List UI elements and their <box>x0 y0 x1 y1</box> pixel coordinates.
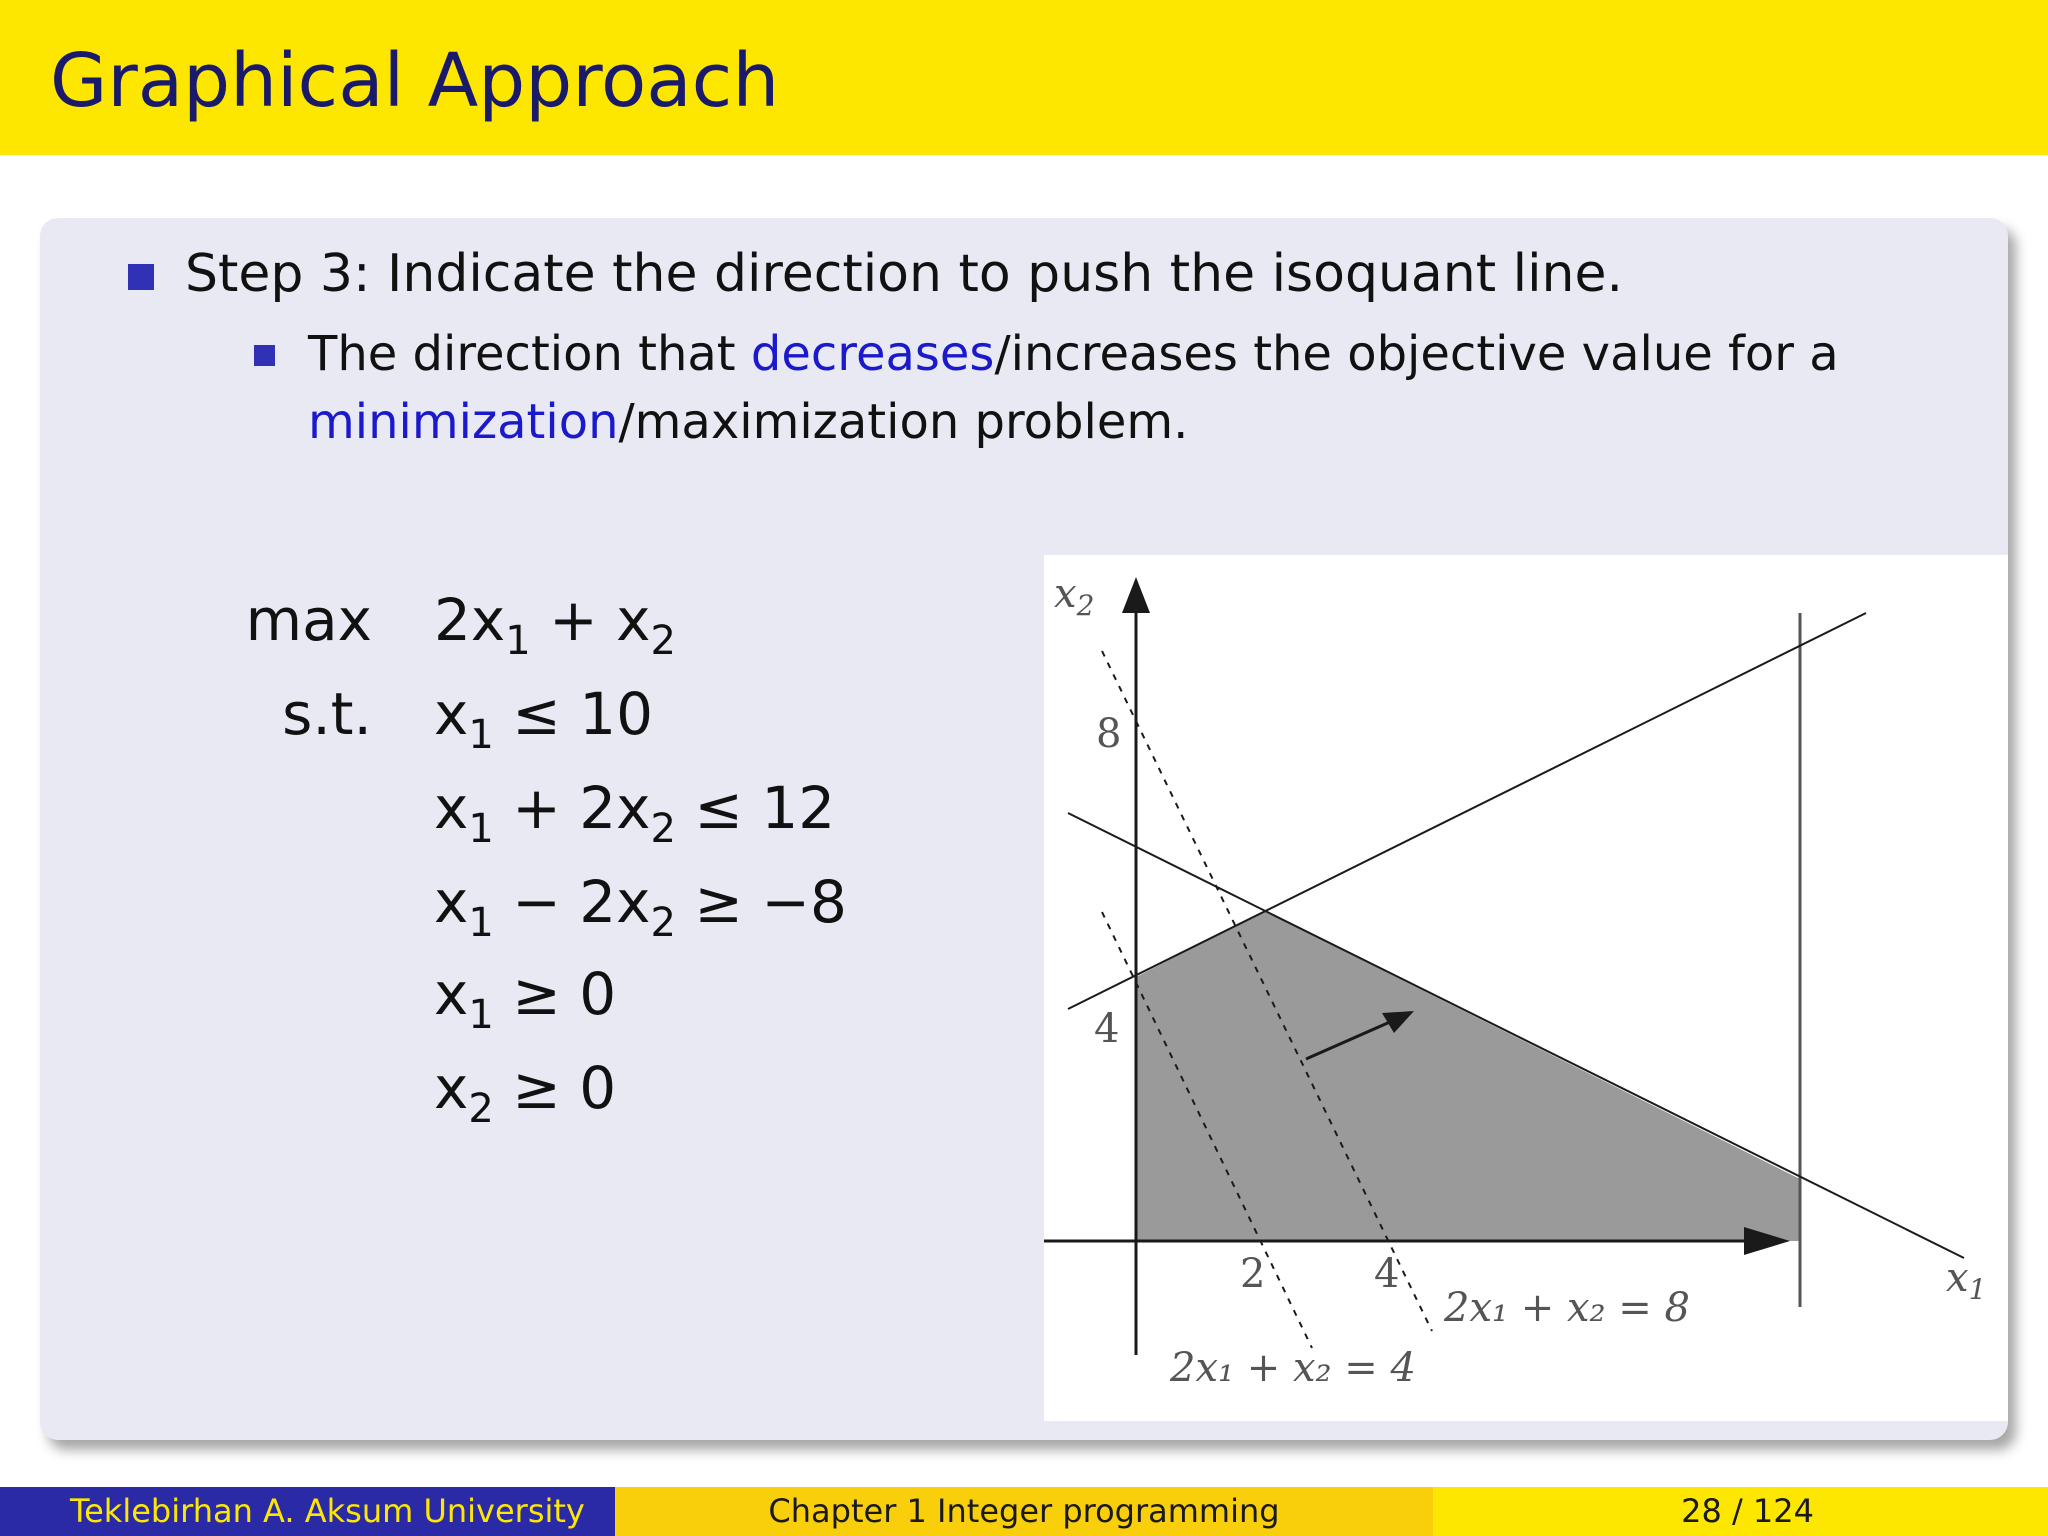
footer-author-section <box>0 1487 615 1536</box>
sub-text-1: The direction that <box>308 326 751 382</box>
isoquant-4-label: 2x₁ + x₂ = 4 <box>1170 1345 1416 1391</box>
footer-chapter-section <box>615 1487 1433 1536</box>
constraint-2: $x_1 + 2x_2 \le 12$ <box>434 774 836 852</box>
footer-page-number: 28 / 124 <box>1681 1492 1814 1530</box>
x-axis-label: $x_1$ <box>1946 1255 1987 1306</box>
bullet-square-icon <box>128 264 154 290</box>
st-label: s.t. <box>282 680 372 748</box>
sub-text-2: /increases the objective value for a <box>994 326 1839 382</box>
feasible-region <box>1136 911 1800 1241</box>
sub-bullet <box>308 320 1839 456</box>
line-x1-minus-2x2-ge-8 <box>1068 613 1866 1009</box>
footer-chapter: Chapter 1 Integer programming <box>768 1492 1280 1530</box>
constraint-4: $x_1 \ge 0$ <box>434 960 617 1038</box>
feasible-region-figure <box>1044 555 2008 1421</box>
tick-y-4: 4 <box>1094 1006 1120 1052</box>
objective: $2x_1 + x_2$ <box>434 586 676 664</box>
highlight-minimization: minimization <box>308 394 619 450</box>
constraint-3: $x_1 - 2x_2 \ge -8$ <box>434 868 847 946</box>
y-axis-arrow-icon <box>1122 577 1150 613</box>
footer-author: Teklebirhan A. Aksum University <box>70 1492 585 1530</box>
highlight-decreases: decreases <box>750 326 995 382</box>
sub-text-3: /maximization problem. <box>618 394 1189 450</box>
isoquant-8-label: 2x₁ + x₂ = 8 <box>1444 1285 1690 1331</box>
step-text: Step 3: Indicate the direction to push the isoquant line. <box>185 244 1624 304</box>
max-label: max <box>245 586 372 654</box>
footer-page-section <box>1433 1487 2048 1536</box>
constraint-5: $x_2 \ge 0$ <box>434 1054 617 1132</box>
figure-svg <box>1044 555 2008 1421</box>
footer <box>0 1487 2048 1536</box>
sub-bullet-square-icon <box>254 345 275 366</box>
tick-y-8: 8 <box>1096 711 1122 757</box>
constraint-1: $x_1 \le 10$ <box>434 680 654 758</box>
slide-title: Graphical Approach <box>50 38 780 124</box>
y-axis-label: $x_2$ <box>1054 571 1095 622</box>
tick-x-2: 2 <box>1240 1251 1266 1297</box>
step-bullet <box>185 244 1623 304</box>
tick-x-4: 4 <box>1374 1251 1400 1297</box>
